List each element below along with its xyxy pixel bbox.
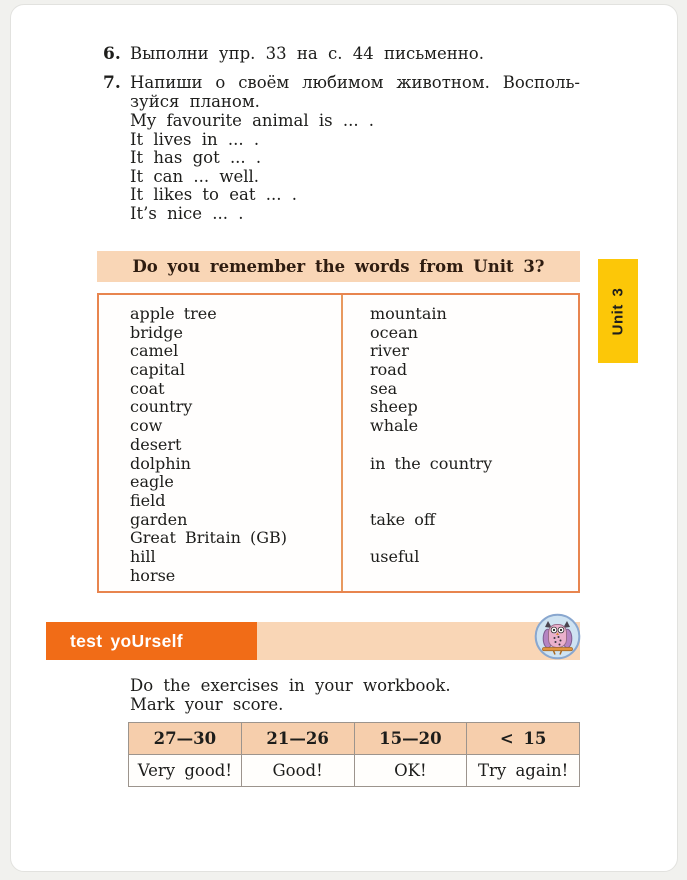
score-range-cell: 27—30	[129, 723, 242, 755]
test-yourself-label: test yoUrself	[70, 630, 183, 651]
unit-tab-label: Unit 3	[609, 287, 627, 335]
word-item: cow	[130, 416, 163, 436]
word-item: horse	[130, 565, 176, 585]
exercise7-plan	[130, 112, 374, 224]
word-item	[370, 567, 492, 586]
word-list-right-column	[370, 305, 492, 585]
column-divider	[341, 295, 343, 591]
word-list-box	[97, 293, 580, 593]
word-list-left-column	[130, 305, 287, 585]
score-result-cell: Good!	[241, 755, 354, 787]
word-item: in the country	[370, 453, 493, 473]
plan-line: It’s nice ... .	[130, 203, 244, 223]
workbook-instruction-line1: Do the exercises in your workbook.	[130, 676, 451, 695]
remember-words-title: Do you remember the words from Unit 3?	[132, 257, 545, 276]
owl-icon-svg	[534, 613, 581, 660]
word-item: dolphin	[130, 453, 191, 473]
word-item: hill	[130, 546, 156, 566]
score-range-cell: < 15	[467, 723, 580, 755]
word-item: road	[370, 360, 408, 380]
word-item: coat	[130, 378, 165, 398]
word-item: useful	[370, 546, 420, 566]
word-item: take off	[370, 509, 436, 529]
word-item: desert	[130, 434, 182, 454]
word-item: mountain	[370, 304, 447, 323]
word-item: eagle	[130, 472, 174, 492]
word-item: camel	[130, 341, 179, 361]
plan-line: It can ... well.	[130, 166, 260, 186]
word-item: whale	[370, 416, 419, 436]
exercise6-text: Выполни упр. 33 на с. 44 письменно.	[130, 44, 484, 63]
plan-line: It has got ... .	[130, 148, 262, 168]
exercise7-line1: Напиши о своём любимом животном. Восполь-	[130, 73, 580, 92]
plan-line: It likes to eat ... .	[130, 185, 297, 205]
word-item	[370, 473, 492, 492]
word-item: sea	[370, 378, 398, 398]
plan-line: My favourite animal is ... .	[130, 111, 375, 130]
word-item: apple tree	[130, 304, 217, 323]
word-item: ocean	[370, 322, 418, 342]
plan-line: It lives in ... .	[130, 129, 260, 149]
word-item: capital	[130, 360, 185, 380]
word-item: field	[130, 490, 166, 510]
word-item	[370, 436, 492, 455]
remember-words-banner	[97, 251, 580, 282]
word-item	[370, 529, 492, 548]
exercise6-number: 6.	[103, 44, 121, 64]
score-table	[128, 722, 580, 787]
word-item: bridge	[130, 322, 183, 342]
workbook-instruction-line2: Mark your score.	[130, 694, 284, 714]
score-range-cell: 21—26	[241, 723, 354, 755]
score-range-cell: 15—20	[354, 723, 467, 755]
score-result-cell: OK!	[354, 755, 467, 787]
exercise7-number: 7.	[103, 73, 121, 93]
word-item: river	[370, 341, 409, 361]
word-item: country	[130, 397, 193, 417]
score-result-cell: Very good!	[129, 755, 242, 787]
owl-on-perch-icon	[534, 613, 581, 660]
score-result-cell: Try again!	[467, 755, 580, 787]
unit-3-side-tab	[598, 259, 638, 363]
word-item	[370, 492, 492, 511]
score-table-result-row	[129, 755, 580, 787]
test-yourself-chip	[46, 622, 257, 660]
score-table-header-row	[129, 723, 580, 755]
word-item: garden	[130, 509, 188, 529]
word-item: Great Britain (GB)	[130, 528, 287, 548]
word-item: sheep	[370, 397, 418, 417]
exercise7-line2: зуйся планом.	[130, 91, 260, 111]
